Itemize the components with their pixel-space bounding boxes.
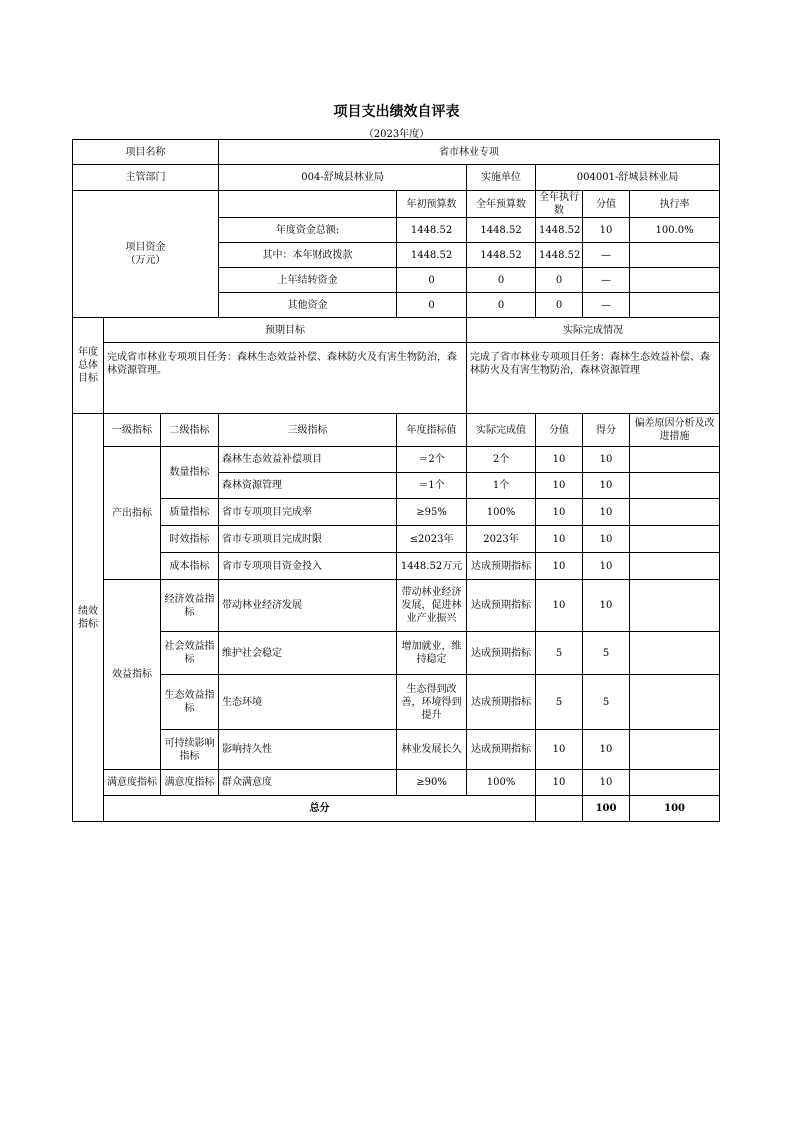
indicator-actual: 达成预期指标: [467, 632, 536, 675]
funds-row-label: 上年结转资金: [219, 268, 397, 293]
actual-result-text: 完成了省市林业专项项目任务：森林生态效益补偿、森林防火及有害生物防治，森林资源管理: [467, 343, 720, 414]
indicator-row: [73, 632, 720, 675]
total-got: 100: [630, 796, 720, 822]
level2-economic: 经济效益指标: [161, 580, 219, 632]
annual-target-header: 年度指标值: [397, 414, 467, 447]
indicator-target: ≥90%: [397, 770, 467, 796]
funds-row-annual: 0: [467, 293, 536, 318]
project-name-value: 省市林业专项: [219, 140, 720, 165]
level2-social: 社会效益指标: [161, 632, 219, 675]
indicator-deviation: [630, 580, 720, 632]
indicator-got: 5: [583, 632, 630, 675]
level2-ecological: 生态效益指标: [161, 675, 219, 730]
funds-row-score: —: [583, 268, 630, 293]
indicator-deviation: [630, 447, 720, 473]
indicator-row: [73, 447, 720, 473]
indicator-got: 10: [583, 770, 630, 796]
indicator-score: 10: [536, 526, 583, 553]
indicator-deviation: [630, 526, 720, 553]
actual-value-header: 实际完成值: [467, 414, 536, 447]
indicator-deviation: [630, 473, 720, 499]
funds-header-rate: 执行率: [630, 191, 720, 218]
indicator-name: 森林生态效益补偿项目: [219, 447, 397, 473]
indicator-deviation: [630, 632, 720, 675]
indicator-name: 生态环境: [219, 675, 397, 730]
funds-header-blank: [219, 191, 397, 218]
funds-header-annual: 全年预算数: [467, 191, 536, 218]
indicator-name: 群众满意度: [219, 770, 397, 796]
indicator-row: [73, 730, 720, 770]
indicator-name: 带动林业经济发展: [219, 580, 397, 632]
implementing-unit-value: 004001-舒城县林业局: [536, 165, 720, 191]
funds-row-score: —: [583, 243, 630, 268]
indicator-deviation: [630, 770, 720, 796]
indicator-score: 5: [536, 675, 583, 730]
indicator-name: 省市专项项目资金投入: [219, 553, 397, 580]
indicator-actual: 2023年: [467, 526, 536, 553]
indicator-target: 增加就业，维持稳定: [397, 632, 467, 675]
indicator-got: 10: [583, 580, 630, 632]
funds-row-rate: 100.0%: [630, 218, 720, 243]
indicator-name: 省市专项项目完成率: [219, 499, 397, 526]
indicator-actual: 达成预期指标: [467, 730, 536, 770]
level1-satisfaction: 满意度指标: [104, 770, 161, 796]
project-name-label: 项目名称: [73, 140, 219, 165]
page-title: 项目支出绩效自评表: [333, 104, 460, 120]
funds-row-executed: 1448.52: [536, 243, 583, 268]
total-score: 100: [583, 796, 630, 822]
funds-row-score: —: [583, 293, 630, 318]
funds-row-label: 其中：本年财政拨款: [219, 243, 397, 268]
indicator-actual: 达成预期指标: [467, 675, 536, 730]
indicator-got: 10: [583, 499, 630, 526]
indicator-name: 森林资源管理: [219, 473, 397, 499]
level2-cost: 成本指标: [161, 553, 219, 580]
funds-row-rate: [630, 268, 720, 293]
funds-header-initial: 年初预算数: [397, 191, 467, 218]
report-year: （2023年度）: [363, 129, 430, 140]
funds-row-label: 其他资金: [219, 293, 397, 318]
implementing-unit-label: 实施单位: [467, 165, 536, 191]
level2-satisfaction: 满意度指标: [161, 770, 219, 796]
department-row: [73, 165, 720, 191]
indicator-got: 10: [583, 447, 630, 473]
indicator-got: 10: [583, 553, 630, 580]
indicator-name: 省市专项项目完成时限: [219, 526, 397, 553]
funds-row-annual: 0: [467, 268, 536, 293]
funds-row-rate: [630, 293, 720, 318]
indicator-score: 10: [536, 580, 583, 632]
indicator-deviation: [630, 553, 720, 580]
actual-result-header: 实际完成情况: [467, 318, 720, 343]
indicator-row: [73, 553, 720, 580]
indicator-got: 10: [583, 730, 630, 770]
funds-header-row: [73, 191, 720, 218]
annual-goals-label: 年度 总体 目标: [73, 318, 104, 414]
level1-output: 产出指标: [104, 447, 161, 580]
indicator-actual: 2个: [467, 447, 536, 473]
level2-quantity: 数量指标: [161, 447, 219, 499]
level2-header: 二级指标: [161, 414, 219, 447]
goals-content-row: [73, 343, 720, 414]
indicator-score: 5: [536, 632, 583, 675]
indicator-row: [73, 526, 720, 553]
indicator-actual: 100%: [467, 770, 536, 796]
department-label: 主管部门: [73, 165, 219, 191]
level1-benefit: 效益指标: [104, 580, 161, 770]
indicator-deviation: [630, 730, 720, 770]
total-row: [73, 796, 720, 822]
funds-header-score: 分值: [583, 191, 630, 218]
got-header: 得分: [583, 414, 630, 447]
level2-timeliness: 时效指标: [161, 526, 219, 553]
funds-row-executed: 0: [536, 293, 583, 318]
indicator-got: 10: [583, 526, 630, 553]
indicator-name: 维护社会稳定: [219, 632, 397, 675]
total-blank: [536, 796, 583, 822]
indicator-target: 生态得到改善，环境得到提升: [397, 675, 467, 730]
expected-goal-text: 完成省市林业专项项目任务：森林生态效益补偿、森林防火及有害生物防治，森林资源管理。: [104, 343, 467, 414]
funds-row-initial: 1448.52: [397, 243, 467, 268]
indicator-target: 带动林业经济发展，促进林业产业振兴: [397, 580, 467, 632]
performance-indicators-label: 绩效 指标: [73, 414, 104, 822]
department-value: 004-舒城县林业局: [219, 165, 467, 191]
indicator-target: 1448.52万元: [397, 553, 467, 580]
indicator-target: ＝2个: [397, 447, 467, 473]
indicator-score: 10: [536, 473, 583, 499]
indicator-actual: 100%: [467, 499, 536, 526]
project-name-row: [73, 140, 720, 165]
funds-row-annual: 1448.52: [467, 218, 536, 243]
indicator-actual: 1个: [467, 473, 536, 499]
funds-row-initial: 0: [397, 293, 467, 318]
funds-row-initial: 0: [397, 268, 467, 293]
level2-sustainability: 可持续影响指标: [161, 730, 219, 770]
indicator-row: [73, 770, 720, 796]
indicator-target: 林业发展长久: [397, 730, 467, 770]
indicator-deviation: [630, 675, 720, 730]
funds-row-executed: 0: [536, 268, 583, 293]
indicator-score: 10: [536, 447, 583, 473]
funds-row-initial: 1448.52: [397, 218, 467, 243]
total-label: 总分: [104, 796, 536, 822]
funds-header-executed: 全年执行数: [536, 191, 583, 218]
indicator-actual: 达成预期指标: [467, 553, 536, 580]
score-header: 分值: [536, 414, 583, 447]
indicator-row: [73, 499, 720, 526]
expected-goal-header: 预期目标: [104, 318, 467, 343]
level3-header: 三级指标: [219, 414, 397, 447]
indicator-name: 影响持久性: [219, 730, 397, 770]
level1-header: 一级指标: [104, 414, 161, 447]
indicator-score: 10: [536, 770, 583, 796]
funds-row-label: 年度资金总额:: [219, 218, 397, 243]
indicator-target: ＝1个: [397, 473, 467, 499]
indicator-score: 10: [536, 499, 583, 526]
funds-row-annual: 1448.52: [467, 243, 536, 268]
indicator-header-row: [73, 414, 720, 447]
project-funds-label: 项目资金 （万元）: [73, 191, 219, 318]
indicator-score: 10: [536, 553, 583, 580]
indicator-actual: 达成预期指标: [467, 580, 536, 632]
indicator-row: [73, 675, 720, 730]
indicator-target: ≤2023年: [397, 526, 467, 553]
indicator-got: 5: [583, 675, 630, 730]
indicator-deviation: [630, 499, 720, 526]
funds-row-rate: [630, 243, 720, 268]
self-evaluation-table: [72, 139, 720, 822]
funds-row-executed: 1448.52: [536, 218, 583, 243]
indicator-score: 10: [536, 730, 583, 770]
indicator-target: ≥95%: [397, 499, 467, 526]
goals-header-row: [73, 318, 720, 343]
funds-row-score: 10: [583, 218, 630, 243]
indicator-got: 10: [583, 473, 630, 499]
level2-quality: 质量指标: [161, 499, 219, 526]
deviation-header: 偏差原因分析及改进措施: [630, 414, 720, 447]
indicator-row: [73, 580, 720, 632]
